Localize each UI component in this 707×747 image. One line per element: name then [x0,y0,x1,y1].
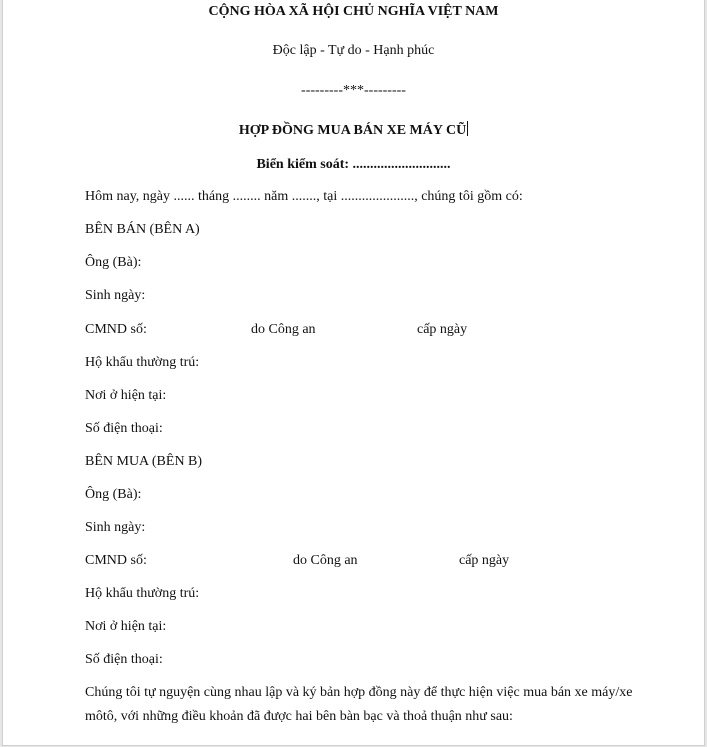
document-page[interactable] [2,0,705,746]
seller-name-label: Ông (Bà): [85,255,142,270]
buyer-name-label: Ông (Bà): [85,487,142,502]
seller-id-label: CMND số: [85,322,147,337]
seller-issued-by-label: do Công an [251,322,316,337]
buyer-residence-label: Hộ khẩu thường trú: [85,586,200,601]
license-plate-line: Biển kiểm soát: ............................ [256,157,451,172]
buyer-address-label: Nơi ở hiện tại: [85,619,167,634]
buyer-phone-label: Số điện thoại: [85,652,163,667]
contract-title-line [3,121,704,140]
buyer-issue-date-label: cấp ngày [459,553,510,568]
contract-title: HỢP ĐỒNG MUA BÁN XE MÁY CŨ [238,123,467,138]
buyer-issued-by-label: do Công an [293,553,358,568]
national-title: CỘNG HÒA XÃ HỘI CHỦ NGHĨA VIỆT NAM [208,4,499,19]
seller-phone-label: Số điện thoại: [85,421,163,436]
buyer-id-label: CMND số: [85,553,147,568]
text-cursor [467,121,468,136]
buyer-dob-label: Sinh ngày: [85,520,146,535]
agreement-paragraph: Chúng tôi tự nguyện cùng nhau lập và ký bản hợp đồng này để thực hiện việc mua bán xe máy/xe môtô, với những điều khoản đã được hai bên bàn bạc và thoả thuận như sau: [85,685,633,724]
seller-dob-label: Sinh ngày: [85,288,146,303]
seller-issue-date-label: cấp ngày [417,322,468,337]
motto: Độc lập - Tự do - Hạnh phúc [272,43,435,58]
date-line: Hôm nay, ngày ...... tháng ........ năm ......., tại ....................., chúng tôi gồm có: [85,189,523,204]
seller-heading: BÊN BÁN (BÊN A) [85,222,200,237]
seller-residence-label: Hộ khẩu thường trú: [85,355,200,370]
buyer-heading: BÊN MUA (BÊN B) [85,454,203,469]
seller-address-label: Nơi ở hiện tại: [85,388,167,403]
separator: ---------***--------- [301,83,406,98]
